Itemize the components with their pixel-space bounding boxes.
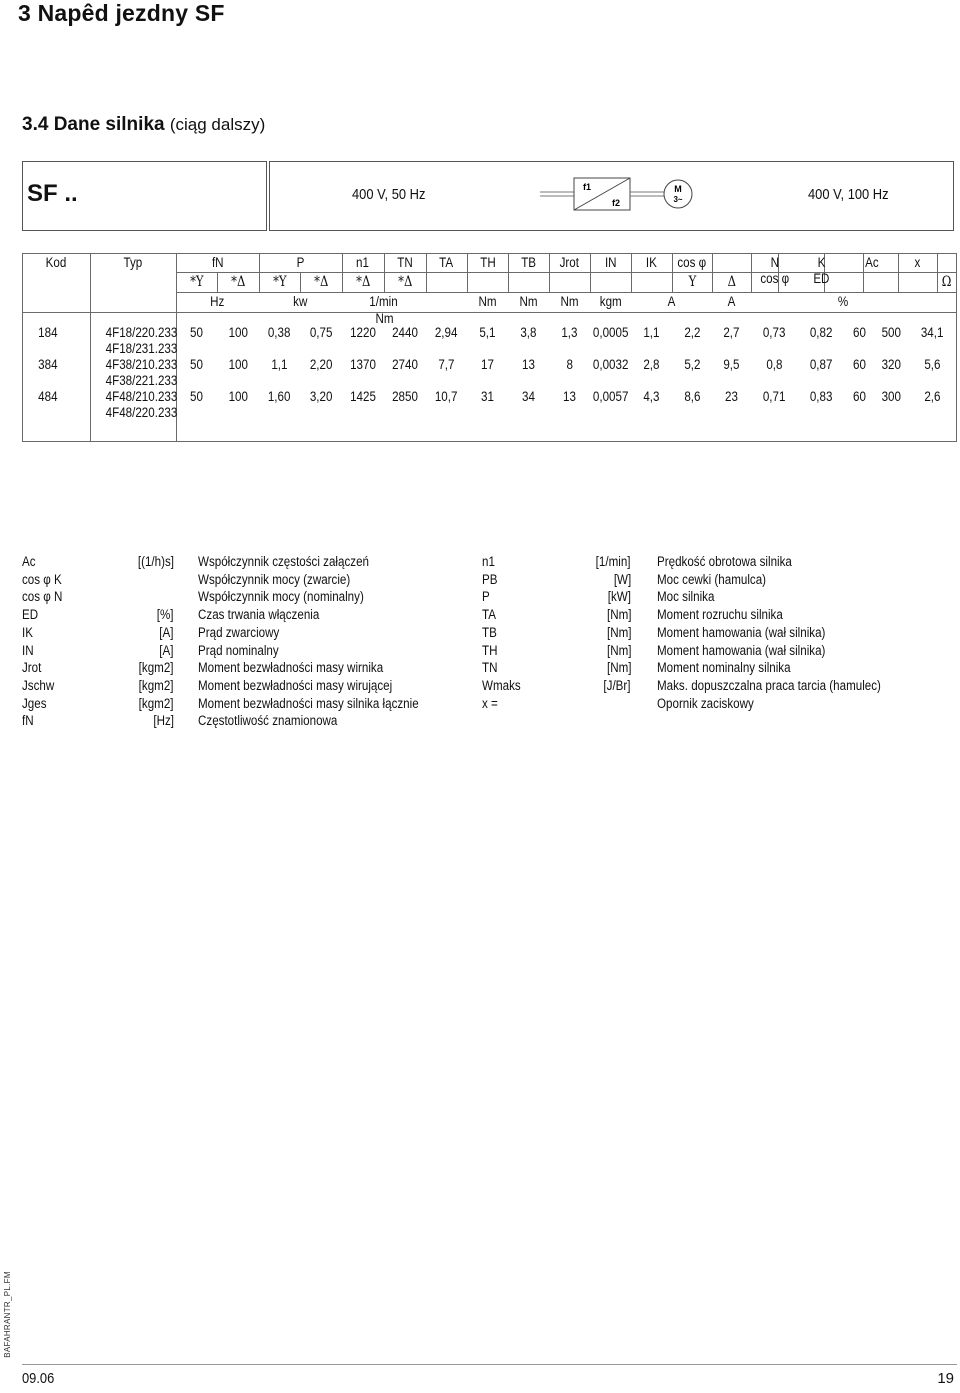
legend-description: Prąd zwarciowy	[198, 624, 280, 640]
unit-label: Nm	[519, 294, 538, 309]
legend-symbol: IN	[22, 642, 34, 658]
voltage-50hz: 400 V, 50 Hz	[352, 186, 426, 203]
legend-symbol: TN	[482, 660, 498, 676]
legend-symbol: ED	[22, 607, 39, 623]
column-header: P	[296, 255, 305, 270]
legend-symbol: P	[482, 589, 490, 605]
column-header: IN	[604, 255, 617, 270]
value-cell: 4,3	[643, 389, 660, 404]
legend-description: Moc silnika	[657, 589, 715, 605]
value-cell: 23	[725, 389, 738, 404]
value-cell: 60	[853, 325, 867, 340]
value-cell: 13	[563, 389, 576, 404]
legend-unit: [Nm]	[606, 624, 631, 640]
value-cell: 100	[228, 357, 248, 372]
footer-date: 09.06	[22, 1370, 55, 1387]
value-cell: 60	[853, 389, 867, 404]
value-cell: 2,7	[723, 325, 740, 340]
value-cell: 3,8	[520, 325, 537, 340]
legend-unit: [Nm]	[606, 607, 631, 623]
value-cell: 0,38	[268, 325, 291, 340]
typ-cell: 4F38/210.233	[105, 357, 178, 372]
legend-symbol: Ac	[22, 554, 36, 569]
section-subtitle: (ciąg dalszy)	[169, 115, 266, 134]
value-cell: 1220	[350, 325, 376, 340]
column-header: x	[914, 255, 921, 270]
unit-label: kgm	[599, 294, 622, 309]
value-cell: 2,94	[435, 325, 458, 340]
legend-unit: [A]	[159, 642, 174, 658]
chapter-title: 3 Napêd jezdny SF	[18, 0, 225, 26]
legend-description: Prędkość obrotowa silnika	[657, 554, 792, 569]
legend-unit: [%]	[157, 607, 174, 623]
legend-unit: [J/Br]	[603, 677, 631, 693]
column-symbol: *Y	[189, 274, 204, 290]
legend-description: Moment hamowania (wał silnika)	[657, 642, 826, 658]
typ-cell: 4F48/210.233	[105, 389, 178, 404]
value-cell: 1,60	[268, 389, 291, 404]
column-header: TH	[479, 255, 496, 270]
value-cell: 60	[853, 357, 867, 372]
legend-unit: [kgm2]	[139, 695, 174, 711]
value-cell: 0,71	[763, 389, 786, 404]
value-cell: 50	[190, 389, 203, 404]
column-header: ED	[813, 271, 830, 286]
value-cell: 2,20	[309, 357, 333, 372]
value-cell: 17	[481, 357, 494, 372]
value-cell: 5,1	[479, 325, 496, 340]
section-title: 3.4 Dane silnika (ciąg dalszy)	[22, 114, 266, 135]
legend-symbol: Jges	[22, 695, 47, 711]
column-header: cos φ	[677, 255, 707, 270]
value-cell: 5,6	[924, 357, 941, 372]
legend-unit: [(1/h)s]	[137, 554, 174, 569]
value-cell: 1,3	[561, 325, 578, 340]
unit-label: 1/min	[369, 294, 399, 309]
column-header: cos φ	[760, 271, 789, 286]
kod-cell: 484	[38, 389, 58, 404]
column-header: N	[770, 255, 779, 270]
table-grid-line	[22, 253, 23, 441]
value-cell: 5,2	[683, 357, 701, 372]
legend-unit: [Hz]	[153, 713, 174, 729]
value-cell: 0,83	[810, 389, 833, 404]
value-cell: 100	[228, 389, 248, 404]
column-symbol: *Δ	[397, 274, 413, 290]
kod-cell: 184	[38, 325, 58, 340]
legend-description: Prąd nominalny	[198, 642, 279, 658]
legend-symbol: TH	[482, 642, 498, 658]
unit-label: A	[667, 294, 676, 309]
legend-symbol: PB	[482, 571, 498, 587]
value-cell: 8	[566, 357, 573, 372]
unit-label: Hz	[210, 294, 225, 309]
column-symbol: Y	[688, 274, 696, 290]
legend-symbol: Wmaks	[482, 677, 521, 693]
legend-description: Częstotliwość znamionowa	[198, 713, 338, 729]
column-header: fN	[211, 255, 224, 270]
legend-symbol: TB	[482, 624, 497, 640]
legend-unit: [W]	[613, 571, 631, 587]
legend-symbol: cos φ K	[22, 571, 62, 587]
legend-description: Moment nominalny silnika	[657, 660, 791, 676]
diagram-label-f1: f1	[583, 182, 592, 192]
value-cell: 2,6	[924, 389, 941, 404]
typ-cell: 4F18/220.233	[105, 325, 178, 340]
value-cell: 10,7	[435, 389, 458, 404]
page-number: 19	[937, 1370, 954, 1387]
typ-cell: 4F38/221.233	[105, 373, 178, 388]
footer-divider	[22, 1364, 957, 1365]
value-cell: 2850	[392, 389, 418, 404]
diagram-label-f2: f2	[612, 198, 621, 208]
column-header: Ac	[864, 255, 879, 270]
legend-description: Moc cewki (hamulca)	[657, 571, 767, 587]
kod-cell: 384	[38, 357, 58, 372]
unit-label: Nm	[560, 294, 579, 309]
legend-description: Współczynnik częstości załączeń	[198, 554, 369, 569]
value-cell: 100	[228, 325, 248, 340]
diagram-label-m: M	[674, 184, 682, 194]
legend-description: Moment bezwładności masy wirnika	[198, 660, 384, 676]
column-header: TB	[521, 255, 536, 270]
table-grid-line	[90, 253, 91, 441]
value-cell: 0,0032	[592, 357, 629, 372]
frequency-converter-diagram-icon	[540, 168, 700, 221]
value-cell: 0,8	[766, 357, 783, 372]
legend-description: Opornik zaciskowy	[657, 695, 754, 711]
value-cell: 1,1	[643, 325, 660, 340]
typ-cell: 4F48/220.233	[105, 405, 178, 420]
column-header: TA	[439, 255, 454, 270]
value-cell: 1,1	[271, 357, 288, 372]
legend-unit: [kgm2]	[139, 677, 174, 693]
unit-label: A	[727, 294, 736, 309]
legend-description: Moment bezwładności masy silnika łącznie	[198, 695, 419, 711]
column-symbol: *Δ	[313, 274, 329, 290]
column-header: IK	[646, 255, 657, 270]
table-grid-line	[22, 312, 957, 313]
value-cell: 34	[522, 389, 535, 404]
value-cell: 0,75	[309, 325, 333, 340]
column-header: Jrot	[559, 255, 580, 270]
value-cell: 2,2	[683, 325, 701, 340]
column-header: Typ	[123, 255, 143, 270]
legend-unit: [A]	[159, 624, 174, 640]
value-cell: 2440	[392, 325, 418, 340]
unit-label: Nm	[478, 294, 497, 309]
column-symbol: Δ	[727, 274, 736, 290]
voltage-100hz: 400 V, 100 Hz	[808, 186, 889, 203]
legend-unit: [Nm]	[606, 642, 631, 658]
legend-description: Współczynnik mocy (zwarcie)	[198, 571, 351, 587]
motor-data-table	[22, 253, 957, 441]
legend-symbol: Jrot	[22, 660, 42, 676]
legend-description: Czas trwania włączenia	[198, 607, 320, 623]
column-header: TN	[397, 255, 413, 270]
column-symbol: *Y	[272, 274, 287, 290]
column-symbol: *Δ	[355, 274, 371, 290]
legend-unit: [Nm]	[606, 660, 631, 676]
value-cell: 0,87	[810, 357, 833, 372]
diagram-label-3phase: 3~	[673, 195, 683, 204]
value-cell: 300	[881, 389, 902, 404]
voltage-box	[269, 161, 954, 231]
column-symbol: Ω	[942, 274, 952, 290]
value-cell: 0,0057	[592, 389, 629, 404]
document-code: BAFAHRANTR_PL.FM	[2, 1271, 12, 1358]
legend-symbol: Jschw	[22, 677, 55, 693]
value-cell: 1370	[350, 357, 376, 372]
legend-unit: [kgm2]	[139, 660, 174, 676]
value-cell: 50	[190, 357, 203, 372]
value-cell: 8,6	[683, 389, 701, 404]
legend-description: Moment rozruchu silnika	[657, 607, 783, 623]
value-cell: 7,7	[438, 357, 455, 372]
legend-description: Moment bezwładności masy wirującej	[198, 677, 393, 693]
typ-cell: 4F18/231.233	[105, 341, 178, 356]
column-symbol: *Δ	[230, 274, 246, 290]
legend-description: Maks. dopuszczalna praca tarcia (hamulec)	[657, 677, 881, 693]
legend-description: Moment hamowania (wał silnika)	[657, 624, 826, 640]
legend-symbol: x =	[482, 695, 498, 711]
legend-symbol: cos φ N	[22, 589, 63, 605]
value-cell: 0,73	[763, 325, 786, 340]
legend-symbol: TA	[482, 607, 496, 623]
value-cell: 1425	[350, 389, 376, 404]
value-cell: 0,0005	[592, 325, 629, 340]
unit-label: Nm	[374, 311, 394, 326]
legend-description: Współczynnik mocy (nominalny)	[198, 589, 364, 605]
column-header	[937, 253, 957, 272]
legend-unit: [kW]	[607, 589, 631, 605]
unit-label: kw	[293, 294, 308, 309]
product-title: SF ..	[27, 180, 78, 207]
value-cell: 3,20	[309, 389, 333, 404]
value-cell: 500	[881, 325, 902, 340]
value-cell: 9,5	[723, 357, 740, 372]
value-cell: 2,8	[643, 357, 660, 372]
legend-unit: [1/min]	[596, 554, 631, 569]
legend-symbol: IK	[22, 624, 33, 640]
legend-symbol: fN	[22, 713, 34, 729]
value-cell: 2740	[392, 357, 418, 372]
value-cell: 31	[481, 389, 494, 404]
legend-symbol: n1	[482, 554, 495, 569]
table-grid-line	[22, 441, 957, 442]
value-cell: 34,1	[921, 325, 944, 340]
value-cell: 13	[522, 357, 535, 372]
value-cell: 50	[190, 325, 203, 340]
value-cell: 0,82	[810, 325, 833, 340]
value-cell: 320	[881, 357, 902, 372]
unit-label: %	[838, 294, 849, 309]
column-header: Kod	[45, 255, 67, 270]
column-header: n1	[356, 255, 370, 270]
column-header: K	[817, 255, 826, 270]
product-box	[22, 161, 267, 231]
